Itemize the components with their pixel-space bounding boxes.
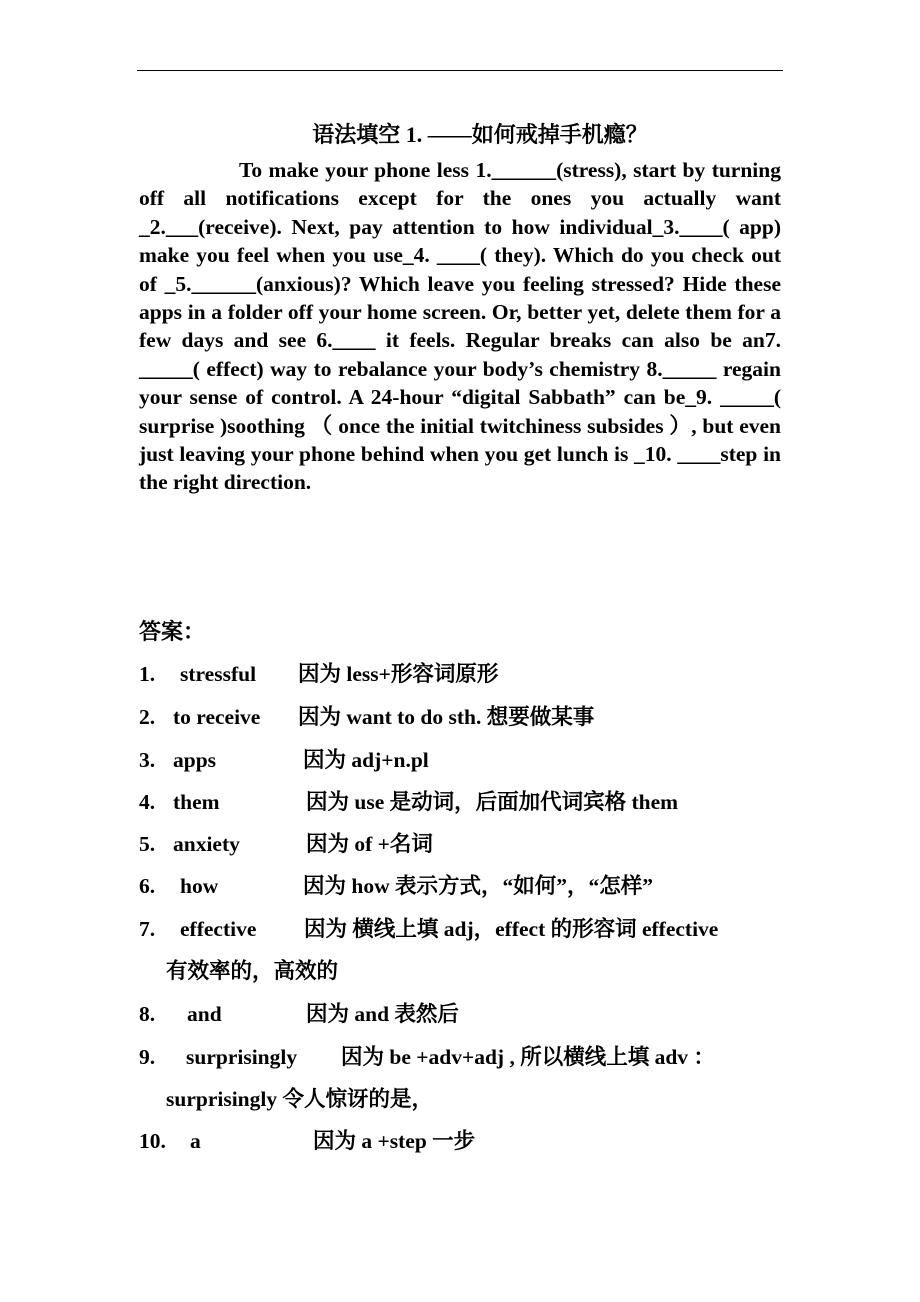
answer-word: and	[187, 1002, 222, 1026]
answer-number: 6.	[139, 874, 156, 898]
answer-word: a	[190, 1129, 201, 1153]
answer-word: them	[173, 790, 220, 814]
answer-continuation: surprisingly 令人惊讶的是，	[166, 1087, 433, 1111]
answer-number: 4.	[139, 790, 156, 814]
answer-number: 7.	[139, 917, 156, 941]
answer-explanation: 因为 be +adv+adj , 所以横线上填 adv ：	[341, 1045, 715, 1069]
answer-explanation: 因为 and 表然后	[306, 1002, 459, 1026]
answer-word: surprisingly	[186, 1045, 298, 1069]
answer-number: 3.	[139, 748, 156, 772]
answer-continuation: 有效率的，高效的	[166, 959, 339, 983]
answer-word: to receive	[173, 705, 261, 729]
passage-text: To make your phone less 1.______(stress), start by turning off all notifications except for the ones you actually want _2.___(receive). Next, pay attention to how individual_3.____( app) make you feel when you use_4. ____( they). Which do you check out of _5.______(anxious)? Which leave you feeling stressed? Hide these apps in a folder off your home screen. Or, better yet, delete them for a few days and see 6.____ it feels. Regular breaks can also be an7. _____( effect) way to rebalance your body’s chemistry 8._____ regain your sense of control. A 24-hour “digital Sabbath” can be_9. _____( surprise )soothing （ once the initial twitchiness subsides ）, but even just leaving your phone behind when you get lunch is _10. ____step in the right direction.	[139, 158, 781, 495]
answer-word: effective	[180, 917, 257, 941]
answer-explanation: 因为 of +名词	[306, 832, 433, 856]
answer-number: 9.	[139, 1045, 156, 1069]
answer-number: 1.	[139, 662, 156, 686]
answer-word: anxiety	[173, 832, 240, 856]
answers-heading: 答案：	[139, 619, 206, 644]
answer-explanation: 因为 横线上填 adj，effect 的形容词 effective	[304, 917, 719, 941]
answer-explanation: 因为 use 是动词，后面加代词宾格 them	[306, 790, 679, 814]
document-title: 语法填空 1. ——如何戒掉手机瘾？	[312, 122, 648, 147]
answer-word: how	[180, 874, 219, 898]
top-rule	[137, 70, 783, 71]
answer-explanation: 因为 want to do sth. 想要做某事	[298, 705, 595, 729]
answer-explanation: 因为 adj+n.pl	[303, 748, 429, 772]
answer-word: stressful	[180, 662, 257, 686]
answer-number: 5.	[139, 832, 156, 856]
answer-number: 2.	[139, 705, 156, 729]
answer-number: 10.	[139, 1129, 166, 1153]
answer-explanation: 因为 less+形容词原形	[298, 662, 499, 686]
answer-explanation: 因为 how 表示方式，“如何”，“怎样”	[303, 874, 653, 898]
answer-explanation: 因为 a +step 一步	[313, 1129, 476, 1153]
answer-number: 8.	[139, 1002, 156, 1026]
answer-word: apps	[173, 748, 217, 772]
